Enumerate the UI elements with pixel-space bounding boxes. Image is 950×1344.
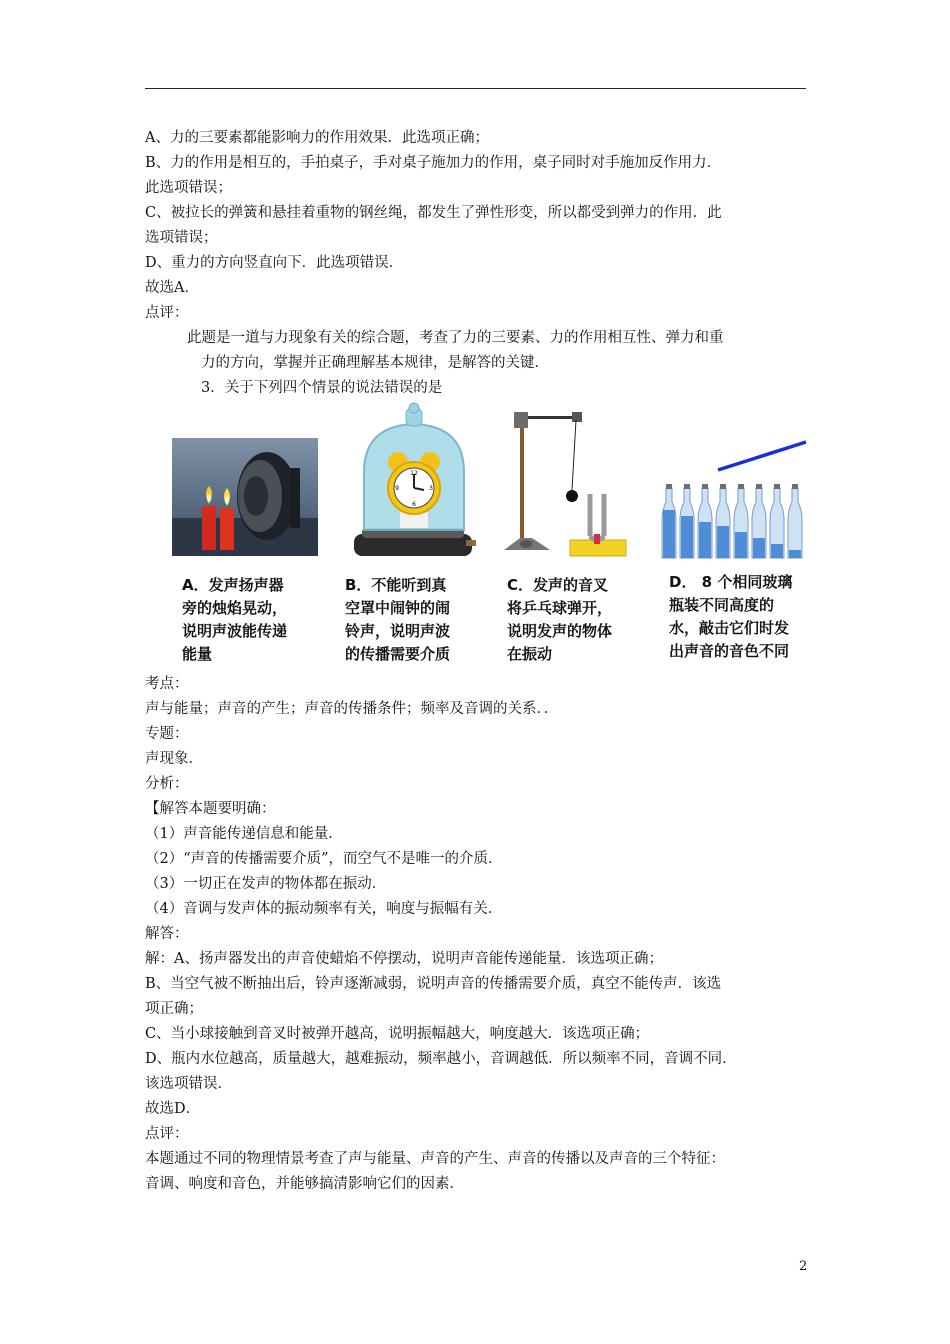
text-line: 声与能量；声音的产生；声音的传播条件；频率及音调的关系．． xyxy=(145,701,559,717)
caption-line: 瓶装不同高度的 xyxy=(669,596,775,614)
question-line: 3．关于下列四个情景的说法错误的是 xyxy=(201,380,443,396)
text-line: B、力的作用是相互的，手拍桌子，手对桌子施加力的作用，桌子同时对手施加反作用力． xyxy=(145,155,722,171)
caption-line: 说明声波能传递 xyxy=(182,622,288,640)
text-line: （1）声音能传递信息和能量． xyxy=(145,826,343,842)
text-line: 专题： xyxy=(145,726,189,742)
caption-line: 的传播需要介质 xyxy=(345,645,451,663)
text-line: 音调、响度和音色，并能够搞清影响它们的因素． xyxy=(145,1176,464,1192)
caption-line: 说明发声的物体 xyxy=(507,622,613,640)
text-line: 解答： xyxy=(145,926,189,942)
text-line: 项正确； xyxy=(145,1001,203,1017)
caption-line: 铃声，说明声波 xyxy=(345,622,451,640)
clock-digit: 6 xyxy=(412,501,416,508)
text-line: 此选项错误； xyxy=(145,180,232,196)
caption-line: B．不能听到真 xyxy=(345,576,447,594)
text-line: B、当空气被不断抽出后，铃声逐渐减弱，说明声音的传播需要介质，真空不能传声．该选 xyxy=(145,976,722,992)
text-line: 点评： xyxy=(145,1126,189,1142)
text-line: C、被拉长的弹簧和悬挂着重物的钢丝绳，都发生了弹性形变，所以都受到弹力的作用．此 xyxy=(145,205,722,221)
figure-c-tuning-fork xyxy=(496,404,628,564)
text-line: 故选A． xyxy=(145,280,199,296)
comment-line: 此题是一道与力现象有关的综合题，考查了力的三要素、力的作用相互性、弹力和重 xyxy=(187,330,724,346)
comment-line: 力的方向，掌握并正确理解基本规律，是解答的关键． xyxy=(201,355,549,371)
caption-d xyxy=(669,571,792,663)
caption-line: 出声音的音色不同 xyxy=(669,642,790,660)
caption-line: 将乒乓球弹开， xyxy=(507,599,613,617)
caption-line: D． 8 个相同玻璃 xyxy=(669,573,793,591)
text-line: （2）“声音的传播需要介质”，而空气不是唯一的介质． xyxy=(145,851,503,867)
text-line: 考点： xyxy=(145,676,189,692)
figure-d-bottles xyxy=(656,438,808,566)
caption-line: C．发声的音叉 xyxy=(507,576,609,594)
caption-line: 空罩中闹钟的闹 xyxy=(345,599,451,617)
text-line: 声现象． xyxy=(145,751,203,767)
figure-a-speaker-candles xyxy=(172,438,318,556)
caption-line: 旁的烛焰晃动， xyxy=(182,599,288,617)
clock-digit: 12 xyxy=(410,470,418,477)
text-line: 解：A、扬声器发出的声音使蜡焰不停摆动，说明声音能传递能量．该选项正确； xyxy=(145,951,663,967)
text-line: 选项错误； xyxy=(145,230,218,246)
caption-b xyxy=(345,574,450,666)
caption-c xyxy=(507,574,612,666)
text-line: （4）音调与发声体的振动频率有关，响度与振幅有关． xyxy=(145,901,503,917)
header-rule xyxy=(145,88,806,89)
caption-a xyxy=(182,574,287,666)
text-line: 点评： xyxy=(145,305,189,321)
caption-line: A．发声扬声器 xyxy=(182,576,284,594)
caption-line: 水，敲击它们时发 xyxy=(669,619,790,637)
clock-digit: 9 xyxy=(395,485,399,492)
caption-line: 在振动 xyxy=(507,645,553,663)
text-line: 本题通过不同的物理情景考查了声与能量、声音的产生、声音的传播以及声音的三个特征： xyxy=(145,1151,725,1167)
text-line: 故选D． xyxy=(145,1101,201,1117)
text-line: 该选项错误． xyxy=(145,1076,232,1092)
text-line: （3）一切正在发声的物体都在振动． xyxy=(145,876,387,892)
page-number: 2 xyxy=(799,1259,808,1274)
clock-digit: 3 xyxy=(429,485,433,492)
text-line: 【解答本题要明确： xyxy=(145,801,276,817)
text-line: 分析： xyxy=(145,776,189,792)
text-line: C、当小球接触到音叉时被弹开越高，说明振幅越大，响度越大．该选项正确； xyxy=(145,1026,650,1042)
text-line: A、力的三要素都能影响力的作用效果．此选项正确； xyxy=(145,130,489,146)
text-line: D、瓶内水位越高，质量越大，越难振动，频率越小，音调越低．所以频率不同，音调不同． xyxy=(145,1051,737,1067)
caption-line: 能量 xyxy=(182,645,213,663)
figure-b-bell-jar-clock xyxy=(350,402,478,562)
text-line: D、重力的方向竖直向下．此选项错误． xyxy=(145,255,404,271)
